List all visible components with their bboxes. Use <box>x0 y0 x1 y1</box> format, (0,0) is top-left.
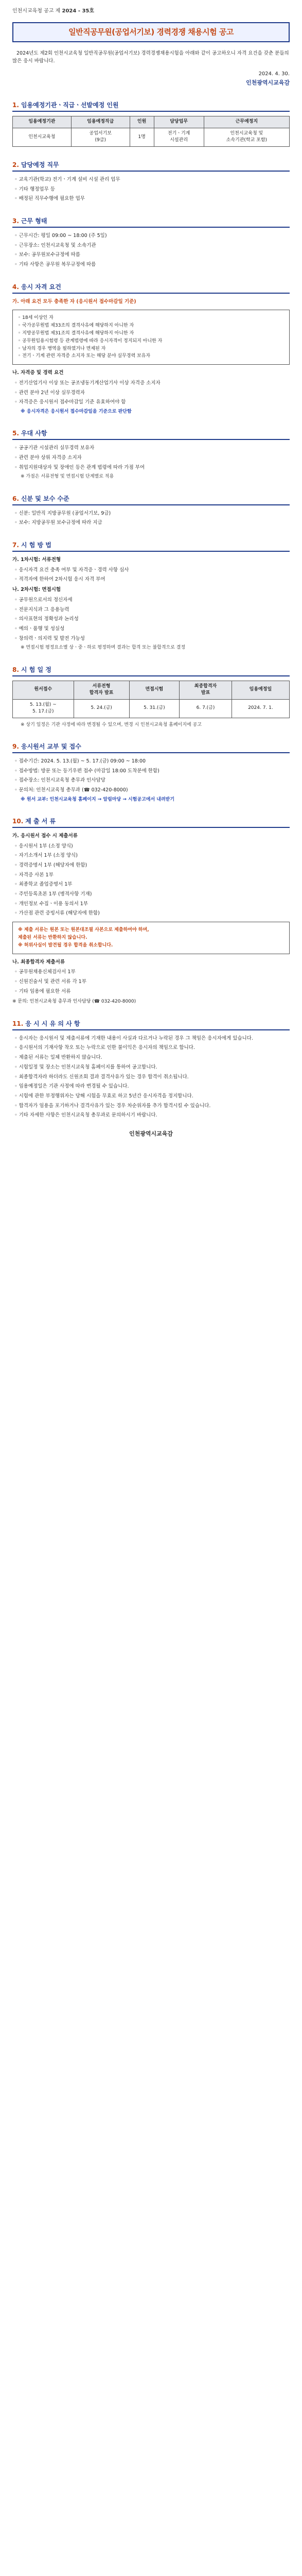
table-header: 근무예정지 <box>204 116 289 128</box>
table-header: 임용예정일 <box>232 681 289 699</box>
box-line: ※ 허위사실이 발견될 경우 합격을 취소합니다. <box>18 942 113 948</box>
list-item: ◦ 관련 분야 상위 자격증 소지자 <box>14 455 82 461</box>
table-header: 임용예정직급 <box>71 116 130 128</box>
list-item: ◦ 응시원서 1부 (소정 양식) <box>14 843 73 849</box>
section-9-number: 9. <box>12 742 19 750</box>
table-header-row <box>13 681 290 699</box>
notice-number-line <box>12 7 290 15</box>
box-line: ※ 제출 서류는 원본 또는 원본대조필 사본으로 제출하여야 하며, <box>18 927 149 933</box>
section-4-number: 4. <box>12 283 19 291</box>
notice-number: 2024 - 35호 <box>62 8 95 14</box>
list-item: ◦ 신분: 일반직 지방공무원 (공업서기보, 9급) <box>14 510 111 516</box>
list-item: ◦ 전기산업기사 이상 또는 공조냉동기계산업기사 이상 자격증 소지자 <box>14 380 161 386</box>
table-cell: 5. 13.(월) ~ 5. 17.(금) <box>13 699 74 718</box>
list-item: ◦ 응시원서의 기재사항 착오 또는 누락으로 인한 불이익은 응시자의 책임으로 합니다. <box>14 1045 195 1051</box>
table-cell: 5. 31.(금) <box>129 699 180 718</box>
list-item: ◦ 공무원채용신체검사서 1부 <box>14 969 76 975</box>
exam-stage-1-lead: 가. 1차시험: 서류전형 <box>12 557 61 563</box>
issuing-org: 인천광역시교육감 <box>245 79 290 86</box>
list-item: ◦ 경력증명서 1부 (해당자에 한함) <box>14 862 87 869</box>
list-item: ◦ 의사표현의 정확성과 논리성 <box>14 616 79 622</box>
list-item: ◦ 교육기관(학교) 전기ㆍ기계 설비 시설 관리 업무 <box>14 176 120 182</box>
list-item: ◦ 접수장소: 인천시교육청 총무과 인사담당 <box>14 777 105 784</box>
list-item: ◦ 전문지식과 그 응용능력 <box>14 606 69 613</box>
section-11-number: 11. <box>12 1020 24 1027</box>
notice-date: 2024. 4. 30. <box>258 71 290 77</box>
list-item: ◦ 근무시간: 평일 09:00 ~ 18:00 (주 5일) <box>14 232 107 239</box>
section-1-title: 임용예정기관ㆍ직급ㆍ선발예정 인원 <box>21 101 119 109</box>
list-item: ◦ 공공기관 시설관리 실무경력 보유자 <box>14 445 95 451</box>
list-item: ◦ 응시자는 응시원서 및 제출서류에 기재한 내용이 사실과 다르거나 누락된 경우 그 책임은 응시자에게 있습니다. <box>14 1035 253 1041</box>
section-9-heading <box>12 742 290 753</box>
section-4-heading <box>12 282 290 294</box>
eligibility-lead: 가. 아래 요건 모두 충족한 자 (응시원서 접수마감일 기준) <box>12 298 136 304</box>
list-item: ◦ 접수방법: 방문 또는 등기우편 접수 (마감일 18:00 도착분에 한함) <box>14 768 159 774</box>
list-item: ◦ 접수기간: 2024. 5. 13.(월) ~ 5. 17.(금) 09:00 ~ 18:00 <box>14 758 146 764</box>
list-item: ◦ 문의처: 인천시교육청 총무과 (☎ 032-420-8000) <box>14 787 128 793</box>
section-7-number: 7. <box>12 541 19 549</box>
section-3-heading <box>12 216 290 228</box>
title-box <box>12 22 290 42</box>
section-2-title: 담당예정 직무 <box>21 161 59 168</box>
box-line: ◦ 전기ㆍ기계 관련 자격증 소지자 또는 해당 분야 실무경력 보유자 <box>18 353 151 359</box>
list-item: ◦ 개인정보 수집ㆍ이용 동의서 1부 <box>14 901 88 907</box>
recruitment-table <box>12 116 290 147</box>
notice-label: 인천시교육청 공고 제 <box>12 8 61 14</box>
table-cell: 전기ㆍ기계 시설관리 <box>154 128 204 146</box>
table-header: 인원 <box>130 116 154 128</box>
table-cell: 2024. 7. 1. <box>232 699 289 718</box>
list-item: ◦ 응시자격 요건 충족 여부 및 자격증ㆍ경력 사항 심사 <box>14 567 129 573</box>
list-item: ◦ 시험에 관한 부정행위자는 당해 시험을 무효로 하고 5년간 응시자격을 정지합니다. <box>14 1093 193 1099</box>
table-row <box>13 699 290 718</box>
table-cell: 인천시교육청 및 소속기관(학교 포함) <box>204 128 289 146</box>
list-item: ◦ 기타 자세한 사항은 인천시교육청 총무과로 문의하시기 바랍니다. <box>14 1112 157 1118</box>
documents-contact: ※ 문의: 인천시교육청 총무과 인사담당 (☎ 032-420-8000) <box>12 999 136 1005</box>
section-1-heading <box>12 100 290 112</box>
section-2-heading <box>12 160 290 172</box>
section-7-title: 시 험 방 법 <box>21 541 51 549</box>
list-item: ◦ 배정된 직무수행에 필요한 업무 <box>14 196 85 202</box>
section-2-number: 2. <box>12 161 19 168</box>
qualification-lead: 나. 자격증 및 경력 요건 <box>12 370 64 376</box>
table-header: 면접시험 <box>129 681 180 699</box>
section-10-title: 제 출 서 류 <box>25 818 56 825</box>
table-header: 서류전형 합격자 발표 <box>74 681 129 699</box>
documents-lead: 가. 응시원서 접수 시 제출서류 <box>12 833 78 839</box>
list-item: ◦ 자격증 사본 1부 <box>14 872 54 878</box>
list-item: ◦ 기타 행정업무 등 <box>14 186 55 192</box>
table-header: 최종합격자 발표 <box>180 681 232 699</box>
exam-note: ※ 면접시험 평정요소별 상ㆍ중ㆍ하로 평정하며 결과는 합격 또는 불합격으로 결정 <box>21 645 186 651</box>
section-11-title: 응 시 시 유 의 사 항 <box>25 1020 80 1027</box>
section-5-number: 5. <box>12 430 19 437</box>
box-line: ◦ 국가공무원법 제33조의 결격사유에 해당하지 아니한 자 <box>18 323 134 329</box>
box-line: ◦ 18세 이상인 자 <box>18 315 54 321</box>
list-item: ◦ 제출된 서류는 일체 반환하지 않습니다. <box>14 1055 102 1061</box>
section-5-title: 우대 사항 <box>21 430 47 437</box>
schedule-table <box>12 681 290 718</box>
list-item: ◦ 관련 분야 2년 이상 실무경력자 <box>14 389 85 396</box>
table-cell: 5. 24.(금) <box>74 699 129 718</box>
list-item: ◦ 최종학교 졸업증명서 1부 <box>14 882 73 888</box>
table-header: 원서접수 <box>13 681 74 699</box>
list-item: ◦ 기타 사항은 공무원 복무규정에 따름 <box>14 261 96 267</box>
table-cell: 공업서기보 (9급) <box>71 128 130 146</box>
section-5-heading <box>12 429 290 440</box>
page-title: 일반직공무원(공업서기보) 경력경쟁 채용시험 공고 <box>68 27 234 37</box>
list-item: ◦ 취업지원대상자 및 장애인 등은 관계 법령에 따라 가점 부여 <box>14 464 145 470</box>
section-10-number: 10. <box>12 818 24 825</box>
table-cell: 인천시교육청 <box>13 128 72 146</box>
box-line: ◦ 공무원임용시험령 등 관계법령에 따라 응시자격이 정지되지 아니한 자 <box>18 338 163 344</box>
box-line: 제출된 서류는 반환하지 않습니다. <box>18 935 87 940</box>
section-6-title: 신분 및 보수 수준 <box>21 495 69 502</box>
section-3-title: 근무 형태 <box>21 217 47 225</box>
section-8-title: 시 험 일 정 <box>21 666 51 673</box>
section-1-number: 1. <box>12 101 19 109</box>
section-6-number: 6. <box>12 495 19 502</box>
table-header: 담당업무 <box>154 116 204 128</box>
exam-stage-2-lead: 나. 2차시험: 면접시험 <box>12 587 61 593</box>
table-header-row <box>13 116 290 128</box>
application-note: ※ 원서 교부: 인천시교육청 홈페이지 → 알림마당 → 시험공고에서 내려받기 <box>21 796 175 802</box>
list-item: ◦ 임용예정일은 기관 사정에 따라 변경될 수 있습니다. <box>14 1083 129 1090</box>
list-item: ◦ 근무장소: 인천시교육청 및 소속기관 <box>14 242 96 248</box>
list-item: ◦ 신원진술서 및 관련 서류 각 1부 <box>14 978 86 985</box>
eligibility-note: ※ 응시자격은 응시원서 접수마감일을 기준으로 판단함 <box>21 409 132 414</box>
list-item: ◦ 최종합격자라 하더라도 신원조회 결과 결격사유가 있는 경우 합격이 취소됩니다. <box>14 1074 189 1080</box>
section-6-heading <box>12 494 290 505</box>
section-9-title: 응시원서 교부 및 접수 <box>21 742 81 750</box>
section-3-number: 3. <box>12 217 19 225</box>
section-10-heading <box>12 817 290 828</box>
list-item: ◦ 자기소개서 1부 (소정 양식) <box>14 853 78 859</box>
footer-org: 인천광역시교육감 <box>129 1130 173 1137</box>
section-11-heading <box>12 1019 290 1030</box>
box-line: ◦ 남자의 경우 병역을 필하였거나 면제된 자 <box>18 346 106 351</box>
final-documents-lead: 나. 최종합격자 제출서류 <box>12 959 65 965</box>
table-cell: 1명 <box>130 128 154 146</box>
list-item: ◦ 보수: 공무원보수규정에 따름 <box>14 252 80 258</box>
documents-warning-box <box>12 922 290 954</box>
eligibility-box <box>12 310 290 365</box>
list-item: ◦ 합격자가 임용을 포기하거나 결격사유가 있는 경우 차순위자를 추가 합격시킬 수 있습니다. <box>14 1103 211 1109</box>
list-item: ◦ 가산점 관련 증빙서류 (해당자에 한함) <box>14 910 100 917</box>
table-header: 임용예정기관 <box>13 116 72 128</box>
list-item: ◦ 자격증은 응시원서 접수마감일 기준 유효하여야 함 <box>14 399 126 405</box>
section-4-title: 응시 자격 요건 <box>21 283 61 291</box>
list-item: ◦ 보수: 지방공무원 보수규정에 따라 지급 <box>14 520 102 526</box>
table-row <box>13 128 290 146</box>
list-item: ◦ 예의ㆍ품행 및 성실성 <box>14 625 65 632</box>
box-line: ◦ 지방공무원법 제31조의 결격사유에 해당하지 아니한 자 <box>18 330 134 336</box>
section-8-number: 8. <box>12 666 19 673</box>
list-item: ◦ 창의력ㆍ의지력 및 발전 가능성 <box>14 635 85 641</box>
preference-note: ※ 가점은 서류전형 및 면접시험 단계별로 적용 <box>21 474 114 480</box>
list-item: ◦ 적격자에 한하여 2차시험 응시 자격 부여 <box>14 577 105 583</box>
list-item: ◦ 시험일정 및 장소는 인천시교육청 홈페이지를 통하여 공고합니다. <box>14 1064 157 1070</box>
section-7-heading <box>12 540 290 552</box>
list-item: ◦ 공무원으로서의 정신자세 <box>14 597 73 603</box>
schedule-note: ※ 상기 일정은 기관 사정에 따라 변경될 수 있으며, 변경 시 인천시교육청 홈페이지에 공고 <box>21 722 202 727</box>
section-8-heading <box>12 665 290 676</box>
intro-text: 2024년도 제2회 인천시교육청 일반직공무원(공업서기보) 경력경쟁채용시험을 아래와 같이 공고하오니 자격 요건을 갖춘 분들의 많은 응시 바랍니다. <box>12 50 289 64</box>
table-cell: 6. 7.(금) <box>180 699 232 718</box>
list-item: ◦ 주민등록초본 1부 (병적사항 기재) <box>14 891 92 897</box>
list-item: ◦ 기타 임용에 필요한 서류 <box>14 988 71 994</box>
